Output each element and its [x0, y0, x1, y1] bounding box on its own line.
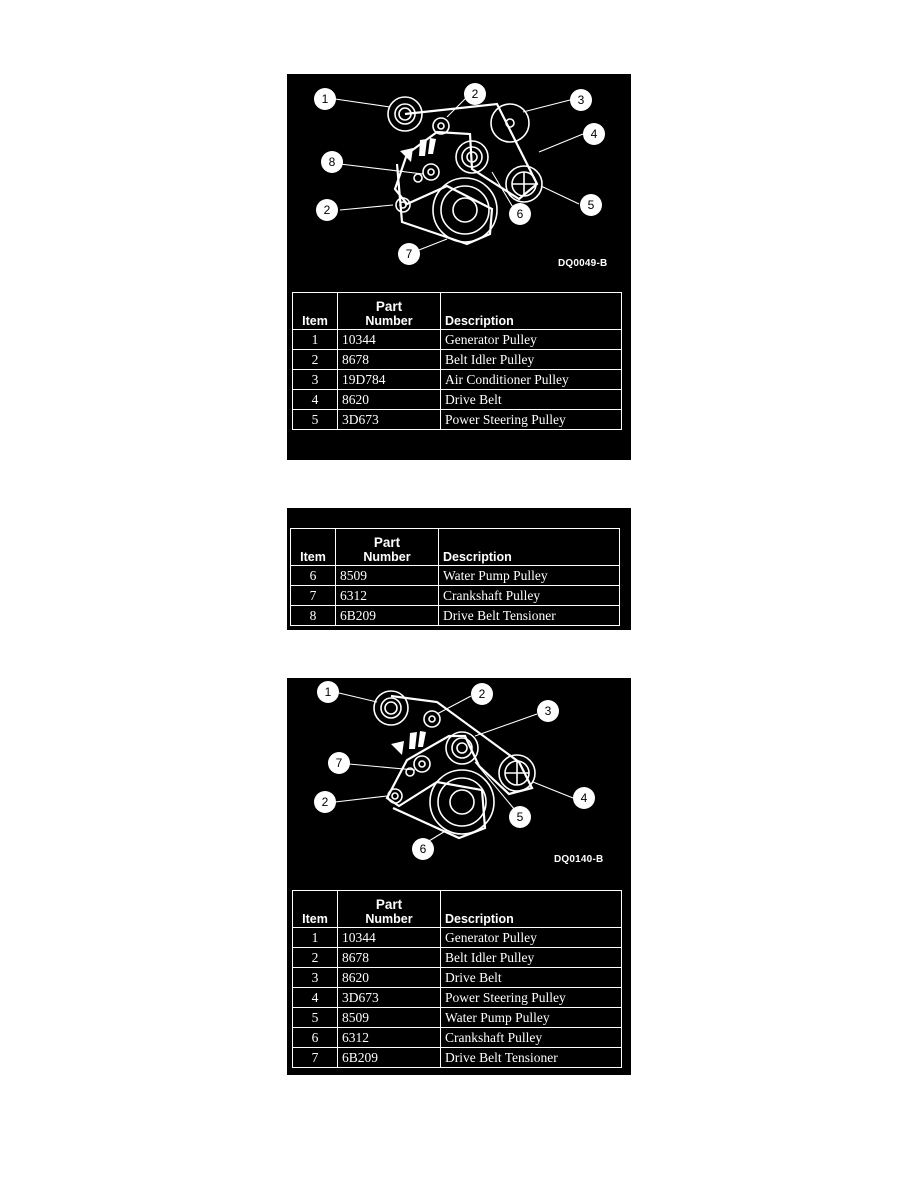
header-item: Item [293, 293, 338, 330]
header-description: Description [441, 891, 622, 928]
parts-table-continued [290, 528, 620, 626]
callout-3 [570, 89, 592, 111]
svg-text:1: 1 [321, 92, 329, 106]
callout-1 [317, 681, 339, 703]
figure2-belt-diagram [287, 678, 631, 883]
table-row: 3 19D784 Air Conditioner Pulley [293, 370, 622, 390]
svg-text:3: 3 [577, 93, 585, 107]
svg-text:1: 1 [324, 685, 332, 699]
belt-idler-pulley-lower [388, 789, 402, 803]
header-description: Description [441, 293, 622, 330]
header-part-number: Part Number [338, 891, 441, 928]
table-row: 1 10344 Generator Pulley [293, 928, 622, 948]
table-row: 4 8620 Drive Belt [293, 390, 622, 410]
callout-5 [509, 806, 531, 828]
callout-6 [509, 203, 531, 225]
header-part-number: Part Number [336, 529, 439, 566]
table-header-row [291, 529, 620, 566]
callout-5 [580, 194, 602, 216]
callout-4 [583, 123, 605, 145]
crankshaft-pulley [433, 178, 497, 242]
callout-2b [314, 791, 336, 813]
drive-belt-tensioner [414, 756, 430, 772]
header-item: Item [293, 891, 338, 928]
svg-text:6: 6 [516, 207, 524, 221]
callout-2 [464, 83, 486, 105]
table-row: 4 3D673 Power Steering Pulley [293, 988, 622, 1008]
svg-text:4: 4 [590, 127, 598, 141]
figure2-panel [287, 678, 631, 1075]
callout-2b [316, 199, 338, 221]
svg-text:3: 3 [544, 704, 552, 718]
svg-text:8: 8 [328, 155, 336, 169]
svg-text:2: 2 [471, 87, 479, 101]
callouts [314, 83, 605, 265]
drive-belt-tensioner [423, 164, 439, 180]
crankshaft-pulley [430, 770, 494, 834]
svg-text:7: 7 [405, 247, 413, 261]
svg-text:4: 4 [580, 791, 588, 805]
callout-1 [314, 88, 336, 110]
table-header-row [293, 891, 622, 928]
figure-code: DQ0140-B [554, 854, 604, 865]
table-row: 5 3D673 Power Steering Pulley [293, 410, 622, 430]
table-row: 7 6312 Crankshaft Pulley [291, 586, 620, 606]
callout-7 [328, 752, 350, 774]
callout-6 [412, 838, 434, 860]
figure1-belt-diagram [287, 74, 631, 304]
parts-table [292, 890, 622, 1068]
header-part-number: Part Number [338, 293, 441, 330]
callout-4 [573, 787, 595, 809]
figure-code: DQ0049-B [558, 258, 608, 269]
table-row: 5 8509 Water Pump Pulley [293, 1008, 622, 1028]
callout-8 [321, 151, 343, 173]
callout-2 [471, 683, 493, 705]
figure1-panel [287, 74, 631, 460]
table-row: 2 8678 Belt Idler Pulley [293, 350, 622, 370]
svg-text:5: 5 [516, 810, 524, 824]
svg-text:5: 5 [587, 198, 595, 212]
table-row: 3 8620 Drive Belt [293, 968, 622, 988]
table-row: 6 6312 Crankshaft Pulley [293, 1028, 622, 1048]
svg-text:2: 2 [478, 687, 486, 701]
callout-3 [537, 700, 559, 722]
header-item: Item [291, 529, 336, 566]
table-row: 1 10344 Generator Pulley [293, 330, 622, 350]
table-row: 8 6B209 Drive Belt Tensioner [291, 606, 620, 626]
svg-text:7: 7 [335, 756, 343, 770]
table-row: 7 6B209 Drive Belt Tensioner [293, 1048, 622, 1068]
svg-text:2: 2 [323, 203, 331, 217]
table-row: 2 8678 Belt Idler Pulley [293, 948, 622, 968]
table-row: 6 8509 Water Pump Pulley [291, 566, 620, 586]
callout-7 [398, 243, 420, 265]
air-conditioner-pulley [491, 104, 529, 142]
table-header-row [293, 293, 622, 330]
svg-text:6: 6 [419, 842, 427, 856]
parts-table [292, 292, 622, 430]
svg-text:2: 2 [321, 795, 329, 809]
header-description: Description [439, 529, 620, 566]
figure1-continued-panel [287, 508, 631, 630]
